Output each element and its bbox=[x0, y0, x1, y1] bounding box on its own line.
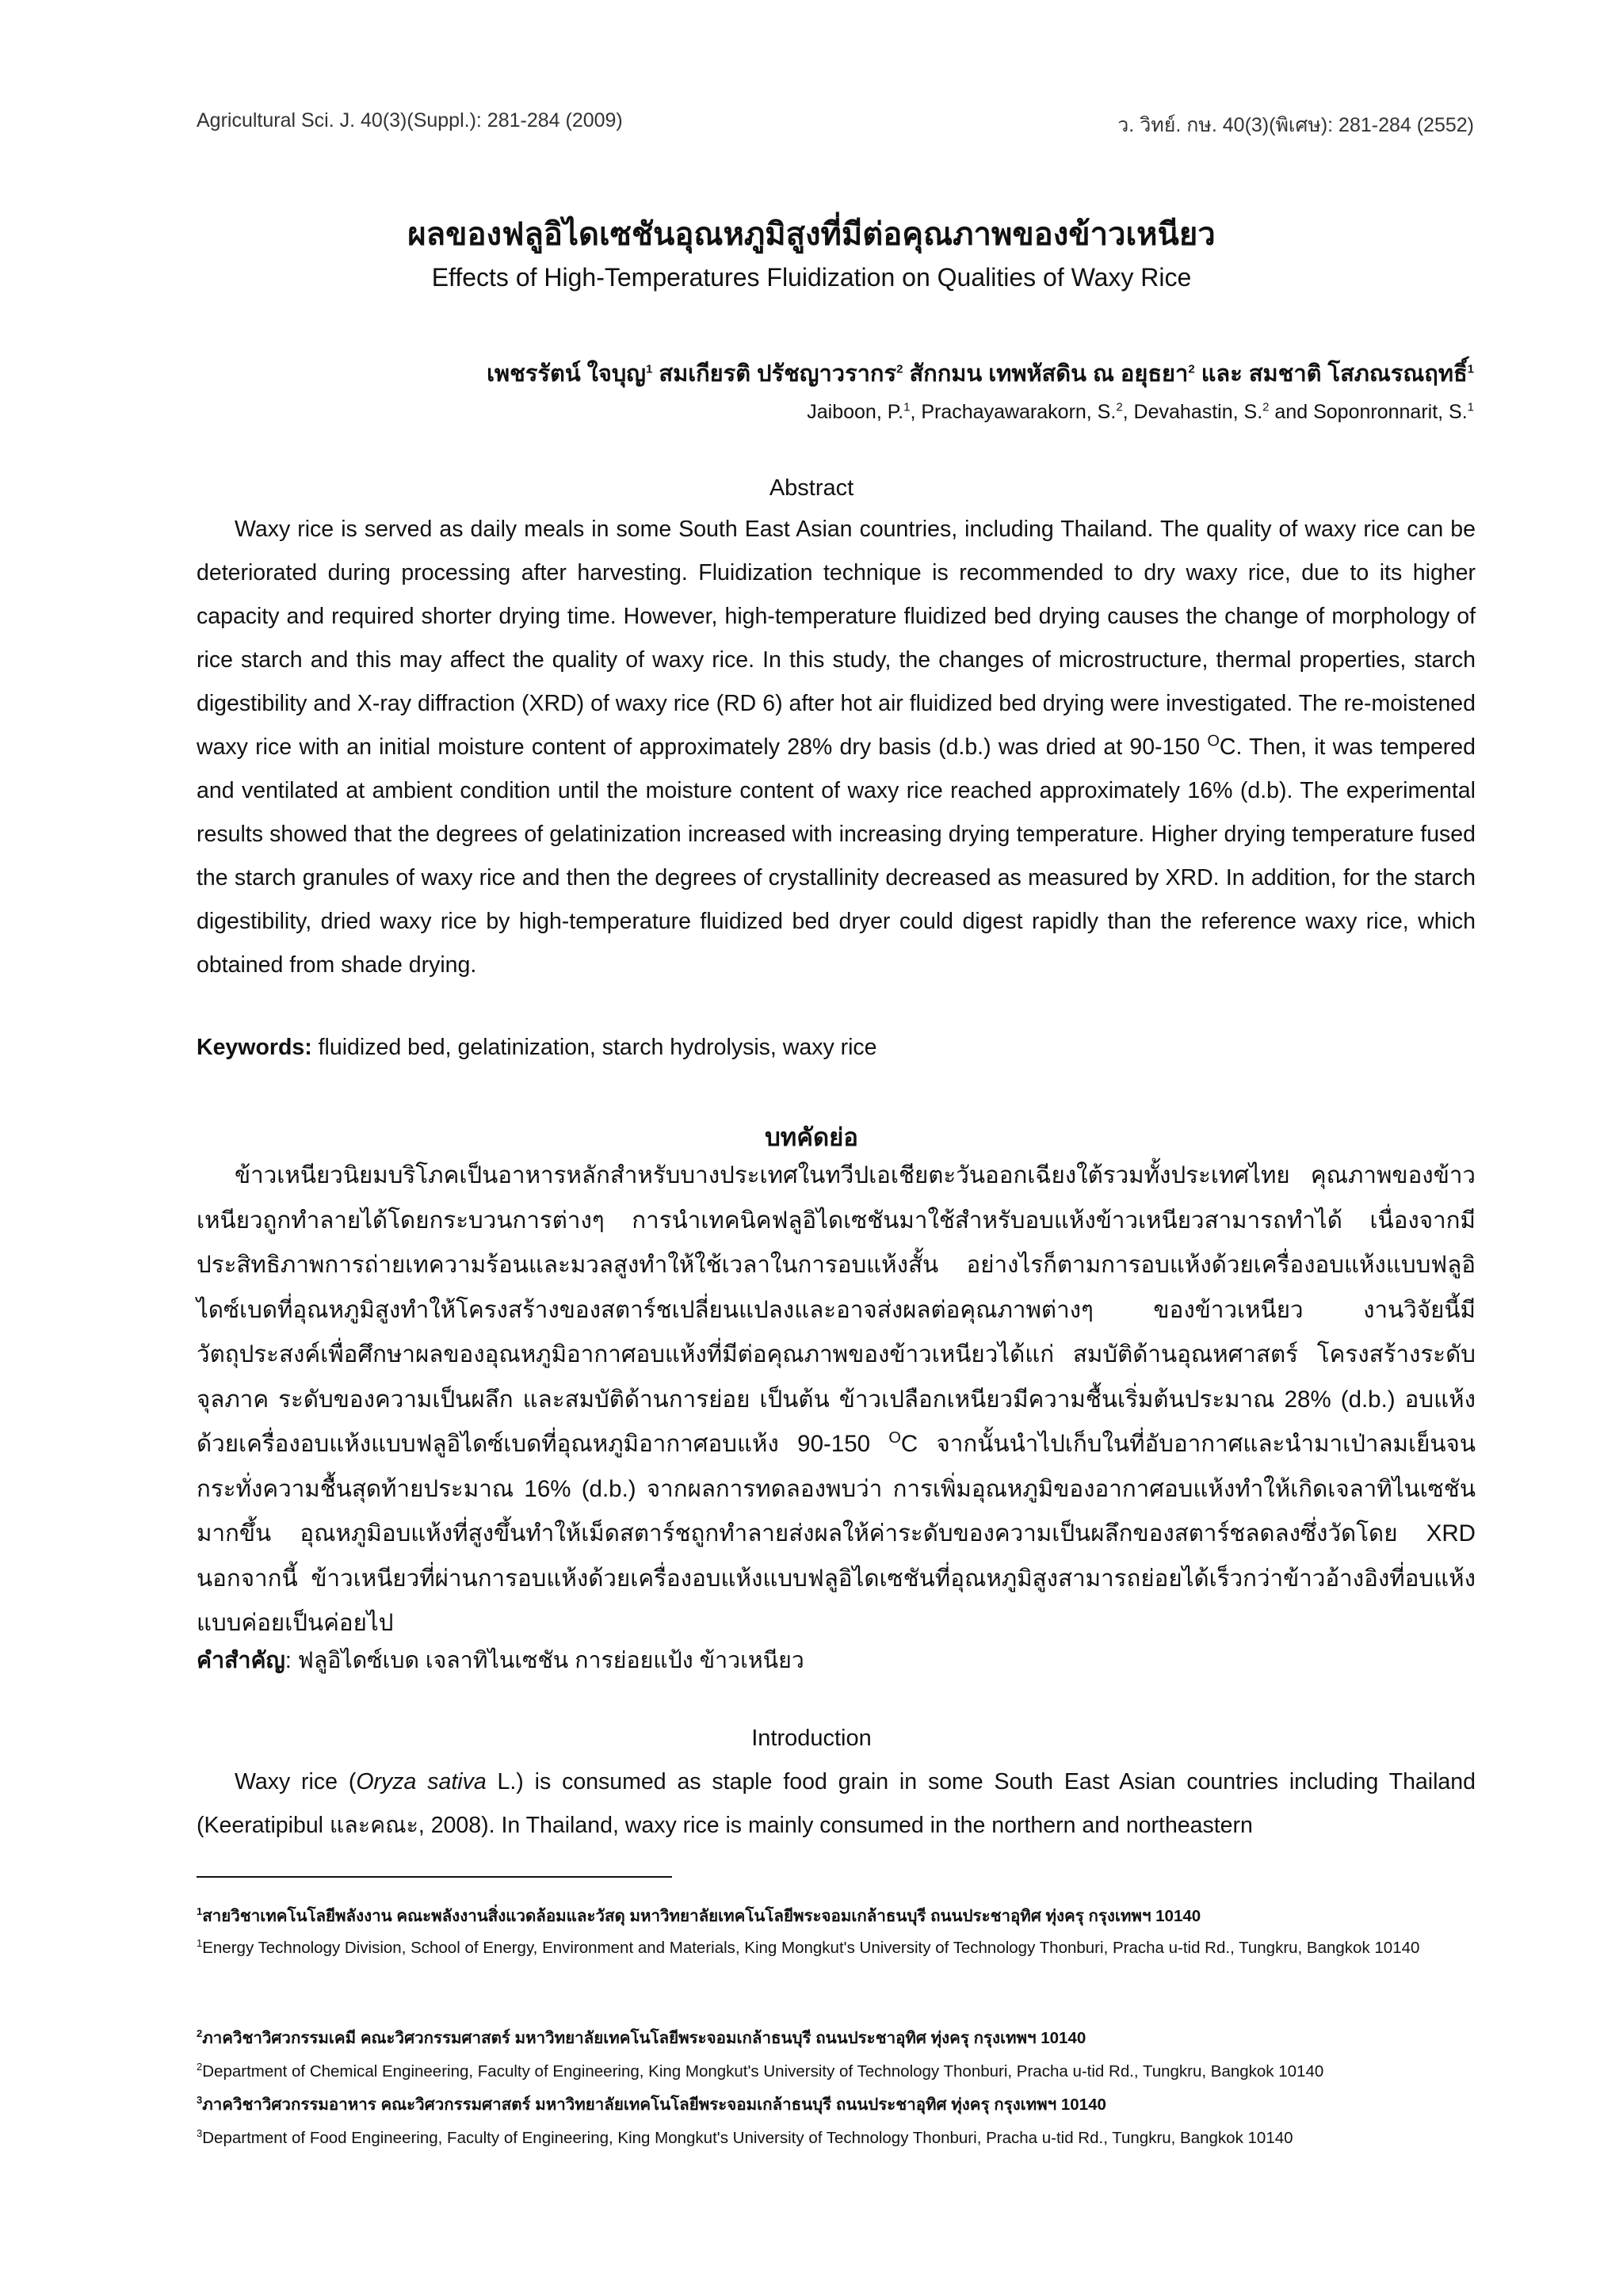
abstract-heading: Abstract bbox=[769, 475, 854, 501]
author-list-english bbox=[807, 401, 1474, 424]
author-name: and Soponronnarit, S. bbox=[1269, 401, 1468, 423]
footnote-mark: 2 bbox=[197, 2027, 203, 2040]
footnote-text: Department of Food Engineering, Faculty of Engineering, King Mongkut's University of Technology Thonburi, Pracha u-tid Rd., Tungkru, Bangkok 10140 bbox=[202, 2129, 1293, 2147]
affiliation-mark: 1 bbox=[645, 362, 653, 376]
introduction-body bbox=[197, 1760, 1476, 1848]
footnote-text: สายวิชาเทคโนโลยีพลังงาน คณะพลังงานสิ่งแวดล้อมและวัสดุ มหาวิทยาลัยเทคโนโลยีพระจอมเกล้าธนบุรี ถนนประชาอุทิศ ทุ่งครุ กรุงเทพฯ 10140 bbox=[202, 1907, 1201, 1925]
keywords-list: : ฟลูอิไดซ์เบด เจลาทิไนเซชัน การย่อยแป้ง ข้าวเหนียว bbox=[285, 1648, 804, 1673]
footnote-affiliation-2-english bbox=[197, 2057, 1476, 2087]
footnote-mark: 1 bbox=[197, 1905, 203, 1918]
affiliation-mark: 1 bbox=[903, 400, 911, 414]
abstract-body bbox=[197, 508, 1476, 987]
author-name: และ สมชาติ โสภณรณฤทธิ์ bbox=[1194, 361, 1468, 387]
degree-symbol: O bbox=[888, 1429, 901, 1447]
author-name: , Devahastin, S. bbox=[1122, 401, 1263, 423]
footnote-divider bbox=[197, 1876, 672, 1878]
footnote-text: ภาควิชาวิศวกรรมเคมี คณะวิศวกรรมศาสตร์ มหาวิทยาลัยเทคโนโลยีพระจอมเกล้าธนบุรี ถนนประชาอุทิศ ทุ่งครุ กรุงเทพฯ 10140 bbox=[202, 2029, 1086, 2047]
affiliation-mark: 2 bbox=[1188, 362, 1195, 376]
affiliation-mark: 2 bbox=[1116, 400, 1123, 414]
affiliation-mark: 2 bbox=[1262, 400, 1270, 414]
introduction-text-part-2: L.) is consumed as staple food grain in some South East Asian countries including Thailand (Keeratipibul และคณะ, 2008). In Thailand, waxy rice is mainly consumed in the northern and northeastern bbox=[197, 1769, 1476, 1838]
species-name: Oryza sativa bbox=[356, 1769, 487, 1794]
thai-abstract-heading: บทคัดย่อ bbox=[765, 1123, 858, 1151]
footnote-affiliation-1-english bbox=[197, 1933, 1476, 1963]
footnote-text: Department of Chemical Engineering, Faculty of Engineering, King Mongkut's University of Technology Thonburi, Pracha u-tid Rd., Tungkru, Bangkok 10140 bbox=[202, 2062, 1324, 2081]
footnote-mark: 2 bbox=[197, 2061, 203, 2073]
affiliation-mark: 1 bbox=[1467, 362, 1474, 376]
author-name: สักกมน เทพหัสดิน ณ อยุธยา bbox=[903, 361, 1189, 387]
author-name: Jaiboon, P. bbox=[807, 401, 904, 423]
footnote-affiliation-2-thai bbox=[197, 2023, 1476, 2054]
affiliation-mark: 2 bbox=[896, 362, 903, 376]
journal-citation-english: Agricultural Sci. J. 40(3)(Suppl.): 281-284 (2009) bbox=[197, 109, 623, 132]
thai-abstract-text-part-1: ข้าวเหนียวนิยมบริโภคเป็นอาหารหลักสำหรับบางประเทศในทวีปเอเชียตะวันออกเฉียงใต้รวมทั้งประเทศไทย คุณภาพของข้าวเหนียวถูกทำลายได้โดยกระบวนการต่างๆ การนำเทคนิคฟลูอิไดเซชันมาใช้สำหรับอบแห้งข้าวเหนียวสามารถทำได้ เนื่องจากมีประสิทธิภาพการถ่ายเทความร้อนและมวลสูงทำให้ใช้เวลาในการอบแห้งสั้น อย่างไรก็ตามการอบแห้งด้วยเครื่องอบแห้งแบบฟลูอิไดซ์เบดที่อุณหภูมิสูงทำให้โครงสร้างของสตาร์ชเปลี่ยนแปลงและอาจส่งผลต่อคุณภาพต่างๆ ของข้าวเหนียว งานวิจัยนี้มีวัตถุประสงค์เพื่อศึกษาผลของอุณหภูมิอากาศอบแห้งที่มีต่อคุณภาพของข้าวเหนียวได้แก่ สมบัติด้านอุณหศาสตร์ โครงสร้างระดับจุลภาค ระดับของความเป็นผลึก และสมบัติด้านการย่อย เป็นต้น ข้าวเปลือกเหนียวมีความชื้นเริ่มต้นประมาณ 28% (d.b.) อบแห้งด้วยเครื่องอบแห้งแบบฟลูอิไดซ์เบดที่อุณหภูมิอากาศอบแห้ง 90-150 bbox=[197, 1162, 1476, 1457]
journal-citation-thai: ว. วิทย์. กษ. 40(3)(พิเศษ): 281-284 (2552) bbox=[1117, 114, 1474, 136]
abstract-text-part-1: Waxy rice is served as daily meals in some South East Asian countries, including Thailand. The quality of waxy rice can be deteriorated during processing after harvesting. Fluidization technique is recommended to dry waxy rice, due to its higher capacity and required shorter drying time. However, high-temperature fluidized bed drying causes the change of morphology of rice starch and this may affect the quality of waxy rice. In this study, the changes of microstructure, thermal properties, starch digestibility and X-ray diffraction (XRD) of waxy rice (RD 6) after hot air fluidized bed drying were investigated. The re-moistened waxy rice with an initial moisture content of approximately 28% dry basis (d.b.) was dried at 90-150 bbox=[197, 517, 1476, 760]
introduction-text-part-1: Waxy rice ( bbox=[235, 1769, 357, 1794]
author-name: เพชรรัตน์ ใจบุญ bbox=[487, 361, 646, 387]
footnote-text: Energy Technology Division, School of Energy, Environment and Materials, King Mongkut's University of Technology Thonburi, Pracha u-tid Rd., Tungkru, Bangkok 10140 bbox=[202, 1939, 1420, 1957]
footnote-text: ภาควิชาวิศวกรรมอาหาร คณะวิศวกรรมศาสตร์ มหาวิทยาลัยเทคโนโลยีพระจอมเกล้าธนบุรี ถนนประชาอุทิศ ทุ่งครุ กรุงเทพฯ 10140 bbox=[202, 2096, 1106, 2114]
author-list-thai bbox=[487, 355, 1474, 391]
author-name: สมเกียรติ ปรัชญาวรากร bbox=[652, 361, 897, 387]
paper-title-thai: ผลของฟลูอิไดเซชันอุณหภูมิสูงที่มีต่อคุณภาพของข้าวเหนียว bbox=[407, 217, 1216, 252]
affiliation-mark: 1 bbox=[1467, 400, 1474, 414]
thai-abstract-body bbox=[197, 1154, 1476, 1646]
keywords-label: Keywords: bbox=[197, 1035, 312, 1060]
introduction-heading: Introduction bbox=[751, 1726, 872, 1751]
keywords-english bbox=[197, 1035, 877, 1061]
footnote-mark: 3 bbox=[197, 2127, 203, 2140]
author-name: , Prachayawarakorn, S. bbox=[910, 401, 1117, 423]
keywords-thai bbox=[197, 1642, 804, 1678]
footnote-affiliation-3-thai bbox=[197, 2090, 1476, 2120]
degree-symbol: O bbox=[1207, 732, 1220, 750]
paper-title-english: Effects of High-Temperatures Fluidization on Qualities of Waxy Rice bbox=[431, 263, 1192, 292]
footnote-mark: 1 bbox=[197, 1937, 203, 1950]
footnote-affiliation-3-english bbox=[197, 2123, 1476, 2153]
footnote-affiliation-1-thai bbox=[197, 1901, 1476, 1932]
footnote-mark: 3 bbox=[197, 2094, 203, 2107]
keywords-label: คำสำคัญ bbox=[197, 1648, 285, 1673]
abstract-text-part-2: C. Then, it was tempered and ventilated at ambient condition until the moisture content of waxy rice reached approximately 16% (d.b). The experimental results showed that the degrees of gelatinization increased with increasing drying temperature. Higher drying temperature fused the starch granules of waxy rice and then the degrees of crystallinity decreased as measured by XRD. In addition, for the starch digestibility, dried waxy rice by high-temperature fluidized bed dryer could digest rapidly than the reference waxy rice, which obtained from shade drying. bbox=[197, 734, 1476, 978]
thai-abstract-text-part-2: C จากนั้นนำไปเก็บในที่อับอากาศและนำมาเป่าลมเย็นจนกระทั่งความชื้นสุดท้ายประมาณ 16% (d.b.) จากผลการทดลองพบว่า การเพิ่มอุณหภูมิของอากาศอบแห้งทำให้เกิดเจลาทิไนเซชันมากขึ้น อุณหภูมิอบแห้งที่สูงขึ้นทำให้เม็ดสตาร์ชถูกทำลายส่งผลให้ค่าระดับของความเป็นผลึกของสตาร์ชลดลงซึ่งวัดโดย XRD นอกจากนี้ ข้าวเหนียวที่ผ่านการอบแห้งด้วยเครื่องอบแห้งแบบฟลูอิไดเซชันที่อุณหภูมิสูงสามารถย่อยได้เร็วกว่าข้าวอ้างอิงที่อบแห้งแบบค่อยเป็นค่อยไป bbox=[197, 1431, 1476, 1636]
keywords-list: fluidized bed, gelatinization, starch hydrolysis, waxy rice bbox=[311, 1035, 877, 1060]
